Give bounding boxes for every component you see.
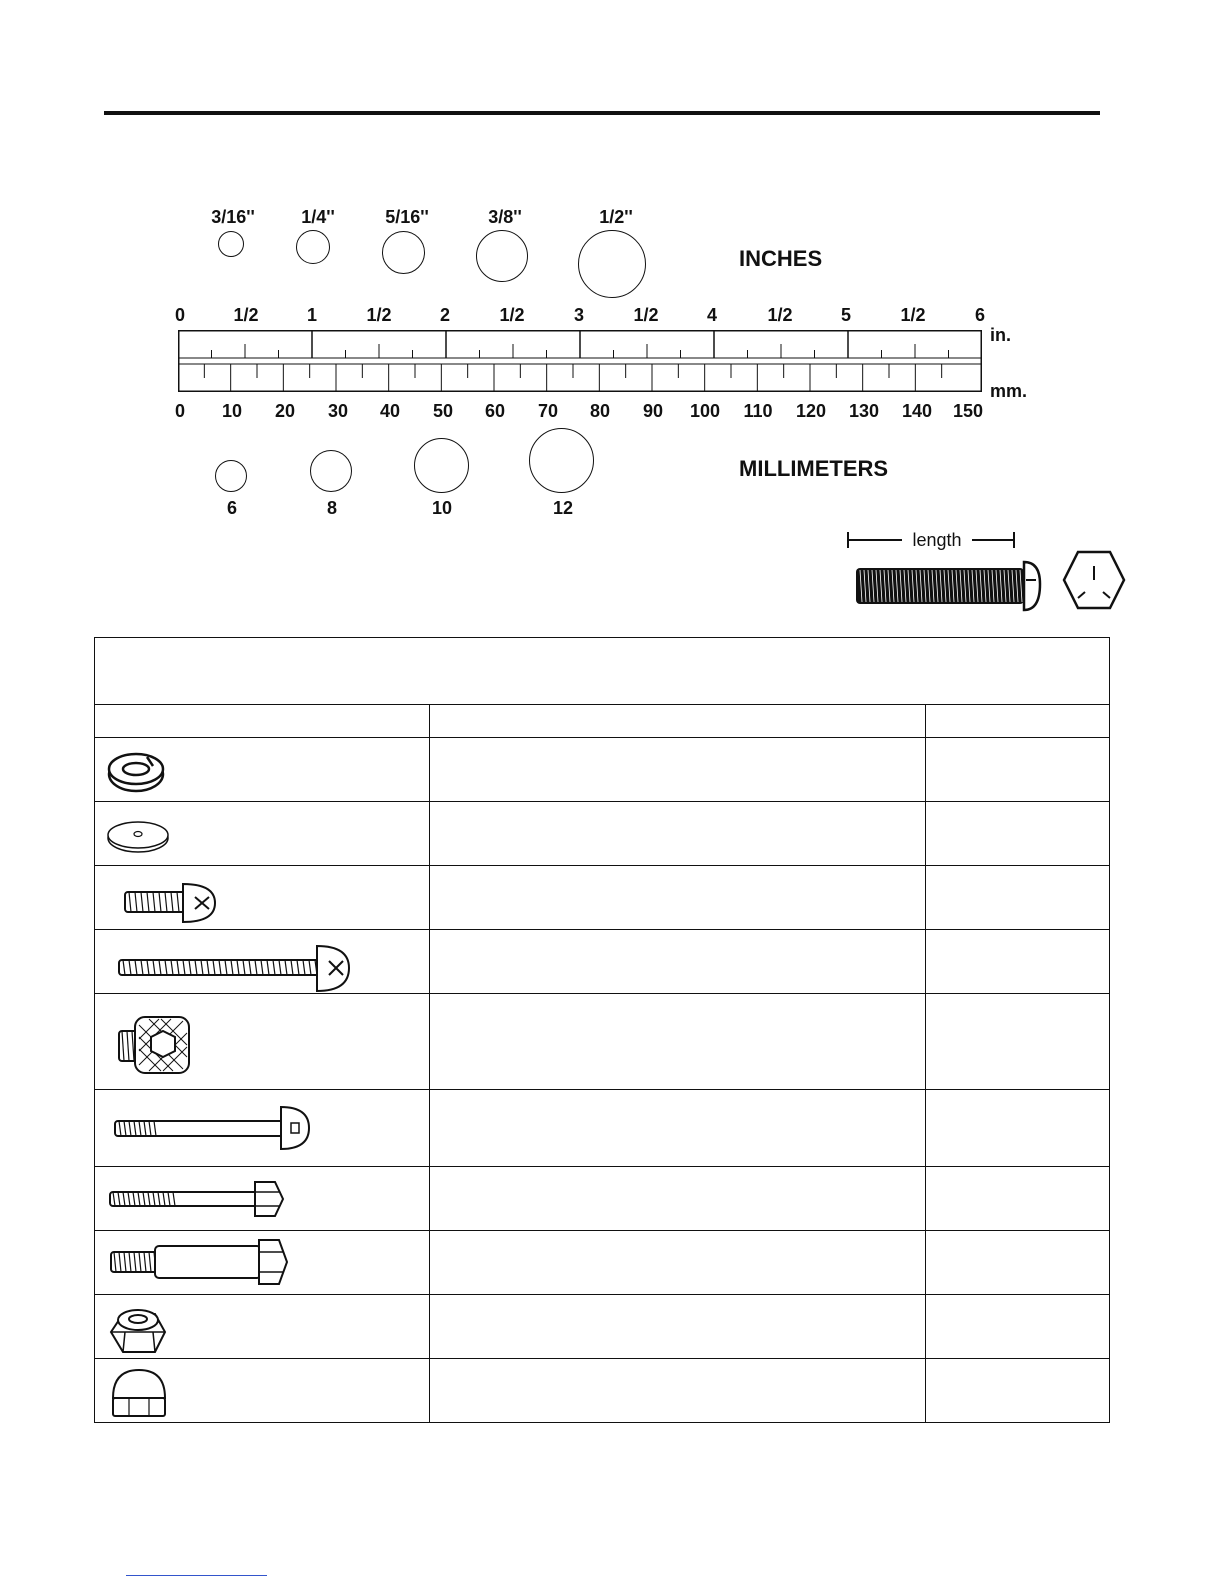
inches-heading: INCHES [739,246,823,271]
hardware-icon-cell [95,1167,430,1231]
table-row [95,1295,1110,1359]
inch-circle-label: 3/8'' [488,207,522,227]
row-quantity [926,738,1110,802]
length-label: length [912,530,962,550]
row-quantity [926,866,1110,930]
inch-size-circle [476,230,528,282]
hardware-icon-cell [95,1231,430,1295]
mm-tick-label: 130 [848,401,880,421]
shoulder-hex-bolt-icon [95,1232,430,1294]
table-row [95,994,1110,1090]
top-rule [104,111,1100,115]
row-quantity [926,1167,1110,1231]
dual-scale-ruler [178,330,982,392]
table-header-row [95,705,1110,738]
mm-circle-label: 6 [226,498,238,518]
footer-link-underline[interactable] [126,1575,267,1576]
inch-tick-label: 6 [974,305,986,325]
knurled-socket-screw-icon [95,995,430,1089]
millimeters-heading: MILLIMETERS [739,456,889,481]
mm-tick-label: 100 [689,401,721,421]
mm-size-circle [414,438,469,493]
mm-size-circle [529,428,594,493]
inch-size-circle [382,231,425,274]
inch-size-circle [296,230,330,264]
mm-tick-label: 140 [901,401,933,421]
hex-bolt-icon [95,1168,430,1230]
table-row [95,1231,1110,1295]
header-hardware [95,705,430,738]
length-dimension-line [848,530,1014,550]
table-row [95,1359,1110,1423]
mm-tick-label: 40 [379,401,401,421]
inch-tick-label: 1/2 [900,305,926,325]
inch-circle-label: 1/4'' [301,207,335,227]
row-quantity [926,1231,1110,1295]
hardware-icon-cell [95,1295,430,1359]
hardware-icon-cell [95,866,430,930]
table-title-row [95,638,1110,705]
header-quantity [926,705,1110,738]
row-description [430,1167,926,1231]
table-row [95,930,1110,994]
header-description [430,705,926,738]
button-head-bolt-icon [95,1091,430,1166]
row-description [430,802,926,866]
mm-tick-label: 70 [537,401,559,421]
inch-circle-label: 5/16'' [385,207,429,227]
pan-head-screw-icon [856,562,1040,610]
row-quantity [926,994,1110,1090]
inch-tick-label: 1/2 [366,305,392,325]
short-phillips-screw-icon [95,867,430,929]
mm-tick-label: 30 [327,401,349,421]
row-description [430,1295,926,1359]
inch-tick-label: 3 [573,305,585,325]
inch-tick-label: 1 [306,305,318,325]
row-description [430,930,926,994]
inch-tick-label: 4 [706,305,718,325]
hardware-icon-cell [95,1090,430,1167]
hardware-icon-cell [95,994,430,1090]
mm-tick-label: 20 [274,401,296,421]
table-row [95,1090,1110,1167]
hardware-icon-cell [95,802,430,866]
table-title [95,638,1110,705]
mm-tick-label: 110 [743,401,773,421]
inch-tick-label: 1/2 [767,305,793,325]
table-row [95,866,1110,930]
row-quantity [926,1295,1110,1359]
row-quantity [926,930,1110,994]
row-description [430,1090,926,1167]
hardware-icon-cell [95,1359,430,1423]
mm-tick-label: 10 [221,401,243,421]
inch-size-circle [218,231,244,257]
row-description [430,994,926,1090]
mm-tick-label: 0 [174,401,186,421]
mm-size-circle [310,450,352,492]
mm-circle-label: 10 [431,498,453,518]
flat-washer-icon [95,803,430,865]
mm-circle-label: 8 [326,498,338,518]
mm-tick-label: 120 [795,401,827,421]
bolt-length-diagram [844,526,1134,616]
inch-tick-label: 1/2 [633,305,659,325]
mm-circle-label: 12 [552,498,574,518]
hardware-table [94,637,1110,1423]
row-quantity [926,1090,1110,1167]
hardware-icon-cell [95,738,430,802]
acorn-nut-icon [95,1360,430,1422]
mm-tick-label: 80 [589,401,611,421]
hex-bolt-head-icon [1064,552,1124,608]
hardware-icon-cell [95,930,430,994]
inch-tick-label: 1/2 [499,305,525,325]
inch-size-circle [578,230,646,298]
table-row [95,1167,1110,1231]
row-quantity [926,802,1110,866]
row-description [430,866,926,930]
row-description [430,1231,926,1295]
mm-tick-label: 60 [484,401,506,421]
row-quantity [926,1359,1110,1423]
mm-tick-label: 150 [952,401,984,421]
inch-circle-label: 1/2'' [599,207,633,227]
row-description [430,738,926,802]
long-phillips-screw-icon [95,931,430,993]
inch-tick-label: 0 [174,305,186,325]
inch-tick-label: 2 [439,305,451,325]
inch-tick-label: 1/2 [233,305,259,325]
table-row [95,802,1110,866]
inch-circle-label: 3/16'' [211,207,255,227]
mm-size-circle [215,460,247,492]
inch-tick-label: 5 [840,305,852,325]
lock-washer-icon [95,739,430,801]
mm-tick-label: 50 [432,401,454,421]
table-row [95,738,1110,802]
mm-tick-label: 90 [642,401,664,421]
lock-nut-icon [95,1296,430,1358]
inch-unit-label: in. [990,325,1011,345]
row-description [430,1359,926,1423]
mm-unit-label: mm. [990,381,1028,401]
